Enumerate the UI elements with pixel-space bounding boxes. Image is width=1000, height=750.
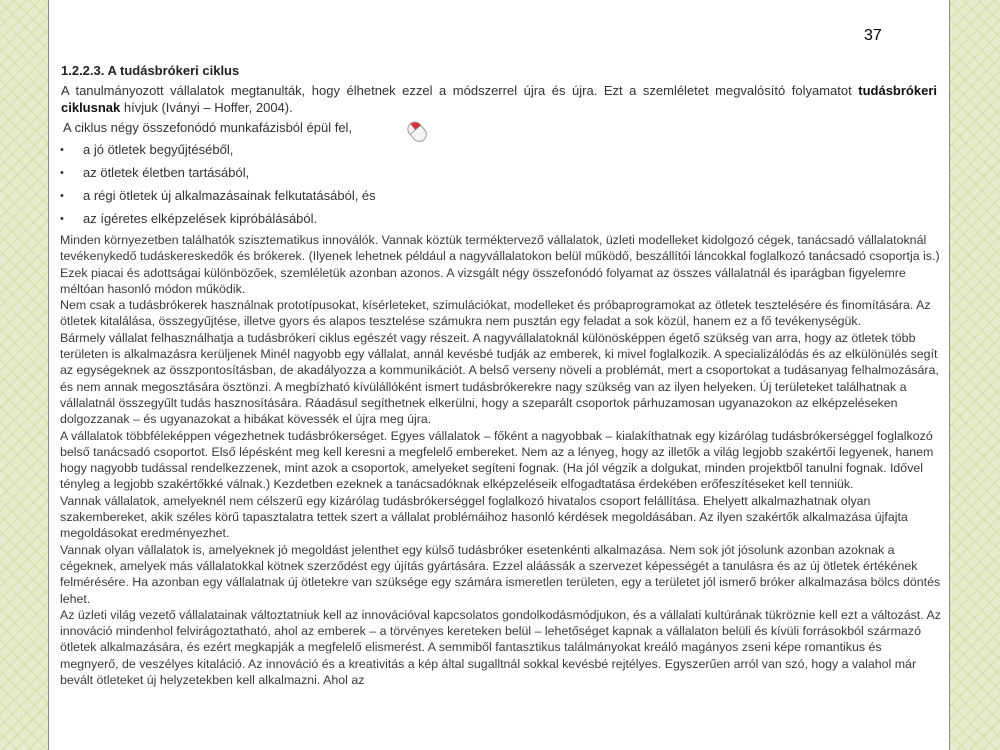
body-paragraph: Vannak olyan vállalatok is, amelyeknek jó megoldást jelenthet egy külső tudásbróker esetenkénti alkalmazása. Nem sok jót jósolunk azonban azoknak a cégeknek, amelyek más vállalatokkal kötnek szerződést egy újítás gyártására. Ezzel aláássák a szervezet képességét a tanulásra és az új ötletek értékének felmérésére. Ha azonban egy vállalatnak új ötletekre van szüksége egy számára ismeretlen területen, egy a területet jól ismerő bróker alkalmazása bölcs döntés lehet. — [60, 542, 941, 606]
list-item-text: a régi ötletek új alkalmazásainak felkutatásából, és — [83, 188, 376, 203]
list-item — [49, 209, 929, 232]
body-paragraph: Minden környezetben találhatók szisztematikus innoválók. Vannak köztük terméktervező vállalatok, üzleti modelleket kidolgozó cégek, tanácsadó vállalatoknál tevékenykedő tudáskereskedők és brókerek. (Ilyenek lehetnek például a nagyvállalatokon belül működő, beszállítói láncokkal foglalkozó tanácsadó csoportja is.) Ezek piacai és adottságai különbözőek, szemléletük azonban azonos. A vizsgált négy összefonódó folyamat az összes vállalatnál és iparágban figyelemre méltóan hasonló módon működik. — [60, 233, 940, 296]
body-paragraph: A vállalatok többféleképpen végezhetnek tudásbrókerséget. Egyes vállalatok – főként a nagyobbak – kialakíthatnak egy kizárólag tudásbrókerséggel foglalkozó belső tanácsadó csoportot. Első lépésként meg kell keresni a megfelelő embereket. Nem az a lényeg, hogy az illetők a világ legjobb szakértői legyenek, hanem hogy nagyobb tudással rendelkezzenek, mint azok a csoportok, amelyeket segíteni fognak. (Ha jól végzik a dolgukat, minden projektből tanulni fognak. Idővel tényleg a legjobb szakértőkké válnak.) Kezdetben ezeknek a tanácsadóknak elképzeléseik elfogadtatása érdekében erőfeszítéseket kell tenniük. — [60, 428, 934, 492]
intro-paragraph — [61, 82, 937, 116]
cycle-phase-list — [49, 140, 929, 232]
intro-citation: hívjuk (Iványi – Hoffer, 2004). — [120, 100, 293, 115]
page-number: 37 — [864, 27, 882, 44]
intro-text: A tanulmányozott vállalatok megtanulták, hogy élhetnek ezzel a módszerrel újra és újra. Ezt a szemléletet megvalósító folyamatot — [61, 83, 859, 98]
body-paragraph: Bármely vállalat felhasználhatja a tudásbrókeri ciklus egészét vagy részeit. A nagyvállalatoknál különösképpen égető szükség van arra, hogy az ötletek több területen is alkalmazásra kerüljenek Minél nagyobb egy vállalat, annál kevésbé tudják az emberek, ki mivel foglalkozik. A specializálódás és az elkülönülés segít az egységeknek az összpontosításban, de akadályozza a kommunikációt. A belső verseny növeli a problémát, mert a csoportokat a tudásanyag felhalmozására, és nem annak megosztására ösztönzi. A megbízható kívülállóként ismert tudásbrókerekre nagy szükség van az ilyen helyeken. Új területeket találhatnak a vállalatnál összegyűlt tudás hasznosítására. Ráadásul segíthetnek elkerülni, hogy a szeparált csoportok párhuzamosan ugyanazokon az elképzeléseken dolgozzanak – és ugyanazokat a hibákat kövessék el újra meg újra. — [60, 330, 939, 427]
bullet-marker: • — [60, 213, 64, 225]
body-paragraph: Vannak vállalatok, amelyeknél nem célszerű egy kizárólag tudásbrókerséggel foglalkozó hivatalos csoport felállítása. Ehelyett alkalmazhatnak olyan szakembereket, akik széles körű tapasztalatra tettek szert a vállalat problémáihoz hasonló kérdések megoldásában. Az ilyen szakértők alkalmazása újfajta megoldásokat eredményezhet. — [60, 493, 908, 541]
list-item-text: az ígéretes elképzelések kipróbálásából. — [83, 211, 318, 226]
body-paragraph: Az üzleti világ vezető vállalatainak változtatniuk kell az innovációval kapcsolatos gondolkodásmódjukon, és a vállalati kultúrának tükröznie kell ezt a változást. Az innováció mindenhol felvirágoztatható, ahol az emberek – a törvényes kereteken belül – lehetőséget kapnak a vállalaton belüli és kívüli forrásokból származó ötletek alkalmazására, és ezért megkapják a megfelelő elismerést. A semmiből fantasztikus találmányokat kreáló magányos zseni képe romantikus és megnyerő, de veszélyes kitaláció. Az innováció és a kreativitás a kép által sugalltnál sokkal kevésbé rejtélyes. Egyszerűen arról van szó, hogy a valahol már bevált ötleteket új helyzetekben kell alkalmazni. Ahol az — [60, 607, 941, 688]
bullet-marker: • — [60, 190, 64, 202]
list-item-text: a jó ötletek begyűjtéséből, — [83, 142, 234, 157]
list-item — [49, 140, 929, 163]
list-item — [49, 163, 929, 186]
body-text — [60, 232, 942, 688]
cycle-lead-sentence: A ciklus négy összefonódó munkafázisból épül fel, — [63, 120, 353, 135]
document-page — [48, 0, 950, 750]
body-paragraph: Nem csak a tudásbrókerek használnak prototípusokat, kísérleteket, szimulációkat, modelleket és próbaprogramokat az ötletek tesztelésére és finomítására. Az ötletek kitalálása, összegyűjtése, illetve gyors és alapos tesztelése számukra nem pusztán egy feladat a sok közül, hanem ez a fő tevékenységük. — [60, 298, 931, 329]
bullet-marker: • — [60, 167, 64, 179]
intro-bold-term: tudásbrókeri ciklusnak — [61, 83, 937, 115]
list-item — [49, 186, 929, 209]
list-item-text: az ötletek életben tartásából, — [83, 165, 250, 180]
section-heading: 1.2.2.3. A tudásbrókeri ciklus — [61, 63, 240, 78]
bullet-marker: • — [60, 144, 64, 156]
